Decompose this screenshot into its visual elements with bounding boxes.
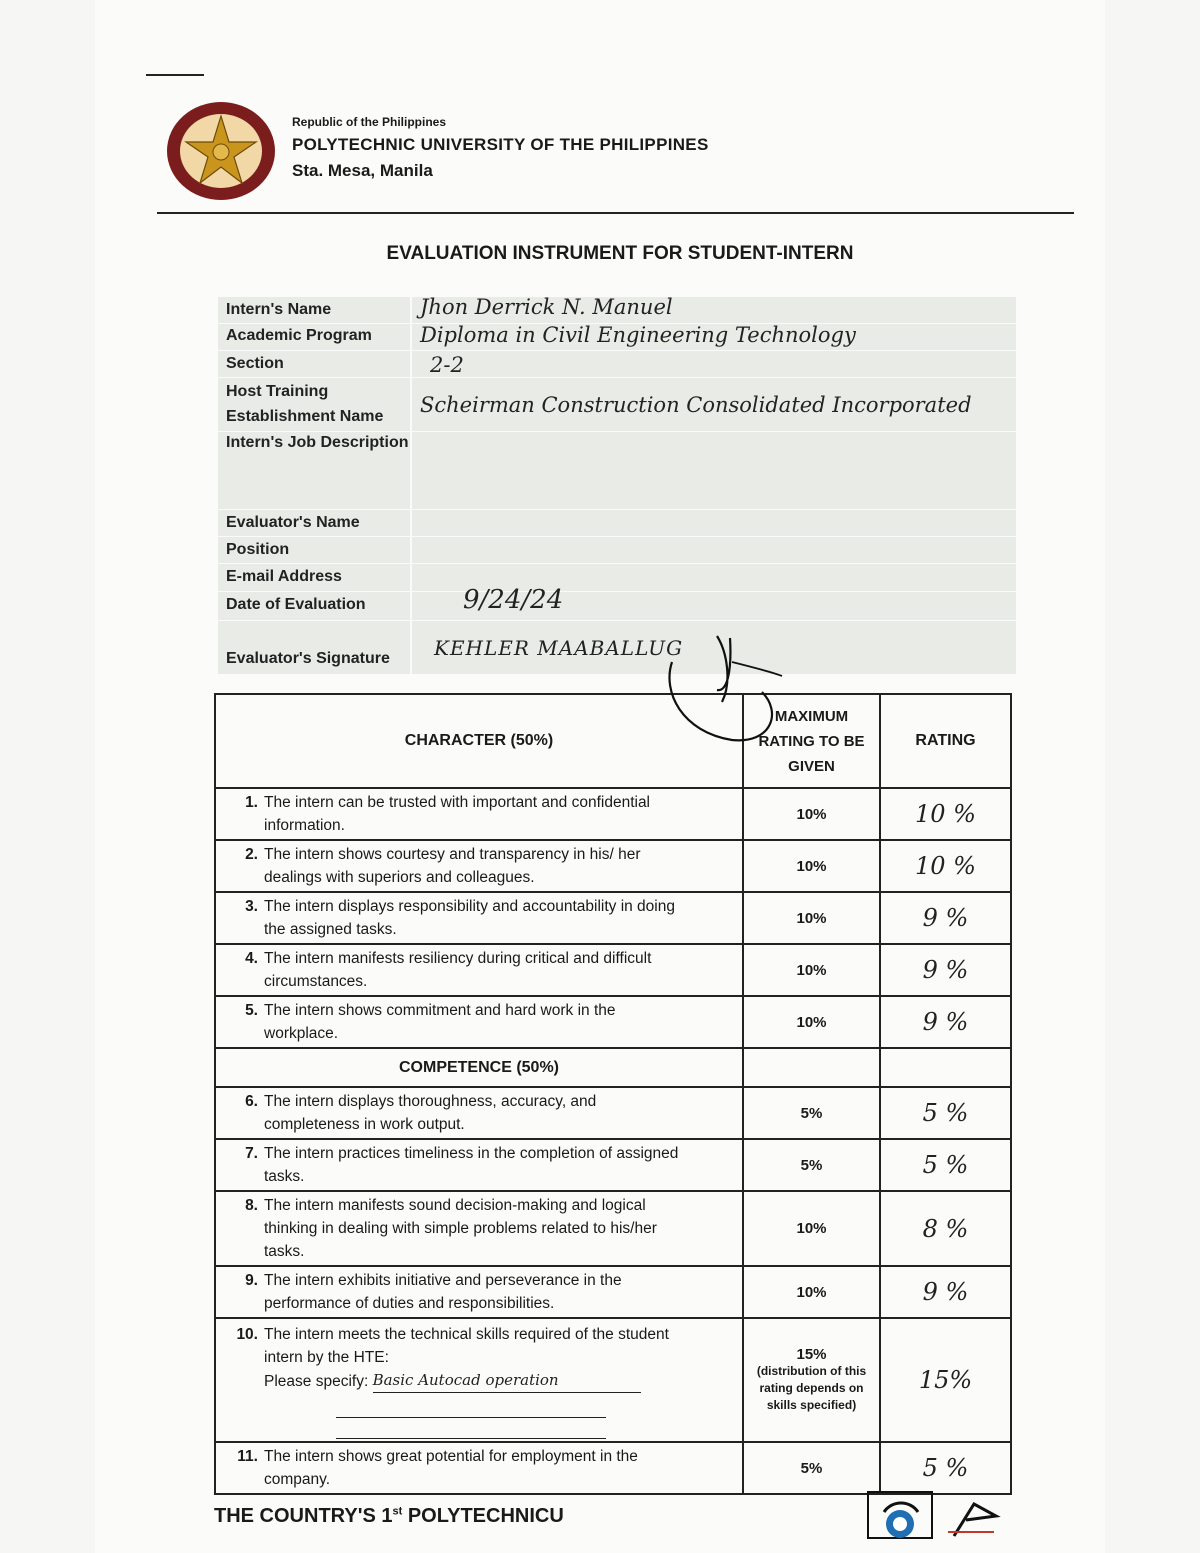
certification-logos-icon bbox=[866, 1490, 1004, 1540]
evaluation-table bbox=[214, 693, 1012, 1495]
table-row: 11. The intern shows great potential for employment in the company. 5% 5 % bbox=[215, 1442, 1011, 1494]
character-heading: CHARACTER (50%) bbox=[215, 694, 743, 788]
criterion-text: The intern can be trusted with important and confidential information. bbox=[264, 794, 651, 834]
table-row: 1. The intern can be trusted with important and confidential information. 10% 10 % bbox=[215, 788, 1011, 840]
position-label: Position bbox=[226, 541, 290, 558]
table-row: 6. The intern displays thoroughness, accuracy, and completeness in work output. 5% 5 % bbox=[215, 1087, 1011, 1139]
signature-flourish-icon bbox=[432, 632, 792, 752]
host-label-line2: Establishment Name bbox=[226, 408, 384, 425]
criterion-text: The intern manifests sound decision-making and logical thinking in dealing with simple problems related to his/her tasks. bbox=[264, 1197, 657, 1260]
max-rating: 10% bbox=[743, 944, 880, 996]
competence-heading: COMPETENCE (50%) bbox=[215, 1048, 743, 1087]
max-rating-note: (distribution of this rating depends on skills specified) bbox=[756, 1364, 867, 1412]
university-seal-icon bbox=[165, 100, 277, 202]
intern-name-value[interactable]: Jhon Derrick N. Manuel bbox=[420, 295, 673, 319]
specify-blank-line[interactable] bbox=[336, 1393, 606, 1418]
table-row: 8. The intern manifests sound decision-making and logical thinking in dealing with simple problems related to his/her tasks. 10% 8 % bbox=[215, 1191, 1011, 1266]
info-row-name bbox=[218, 297, 1016, 324]
rating-value[interactable]: 9 % bbox=[880, 1266, 1011, 1318]
criterion-text: The intern displays responsibility and accountability in doing the assigned tasks. bbox=[264, 898, 675, 938]
table-row: 4. The intern manifests resiliency during critical and difficult circumstances. 10% 9 % bbox=[215, 944, 1011, 996]
table-row: 9. The intern exhibits initiative and perseverance in the performance of duties and responsibilities. 10% 9 % bbox=[215, 1266, 1011, 1318]
info-row-program bbox=[218, 323, 1016, 351]
university-location: Sta. Mesa, Manila bbox=[292, 161, 433, 180]
host-value[interactable]: Scheirman Construction Consolidated Incorporated bbox=[420, 393, 972, 417]
max-rating: 10% bbox=[743, 892, 880, 944]
program-label: Academic Program bbox=[226, 327, 372, 344]
table-row: 7. The intern practices timeliness in the completion of assigned tasks. 5% 5 % bbox=[215, 1139, 1011, 1191]
rating-value[interactable]: 9 % bbox=[880, 944, 1011, 996]
rating-value[interactable]: 15% bbox=[880, 1318, 1011, 1442]
rating-value[interactable]: 10 % bbox=[880, 788, 1011, 840]
rating-value[interactable]: 5 % bbox=[880, 1442, 1011, 1494]
rating-value[interactable]: 5 % bbox=[880, 1087, 1011, 1139]
rating-value[interactable]: 9 % bbox=[880, 892, 1011, 944]
competence-heading-row bbox=[215, 1048, 1011, 1087]
rating-value[interactable]: 5 % bbox=[880, 1139, 1011, 1191]
table-row: 2. The intern shows courtesy and transparency in his/ her dealings with superiors and colleagues. 10% 10 % bbox=[215, 840, 1011, 892]
header-rule bbox=[157, 212, 1074, 214]
corner-mark bbox=[146, 74, 204, 76]
max-rating: 15% (distribution of this rating depends on skills specified) bbox=[743, 1318, 880, 1442]
evaluator-name-label: Evaluator's Name bbox=[226, 514, 360, 531]
info-row-host bbox=[218, 377, 1016, 432]
section-label: Section bbox=[226, 355, 284, 372]
criterion-text: The intern shows courtesy and transparency in his/ her dealings with superiors and colleagues. bbox=[264, 846, 641, 886]
date-value[interactable]: 9/24/24 bbox=[463, 585, 564, 615]
rating-value[interactable]: 8 % bbox=[880, 1191, 1011, 1266]
university-name: POLYTECHNIC UNIVERSITY OF THE PHILIPPINES bbox=[292, 135, 709, 154]
criterion-text: The intern meets the technical skills required of the student intern by the HTE: Please specify: Basic Autocad operation bbox=[264, 1323, 704, 1393]
table-row: 5. The intern shows commitment and hard work in the workplace. 10% 9 % bbox=[215, 996, 1011, 1048]
date-label: Date of Evaluation bbox=[226, 596, 366, 613]
max-rating: 10% bbox=[743, 1191, 880, 1266]
max-rating: 5% bbox=[743, 1087, 880, 1139]
max-rating: 5% bbox=[743, 1139, 880, 1191]
max-rating: 10% bbox=[743, 840, 880, 892]
criterion-text: The intern exhibits initiative and perseverance in the performance of duties and responsibilities. bbox=[264, 1272, 622, 1312]
section-value[interactable]: 2-2 bbox=[430, 353, 464, 377]
info-row-email bbox=[218, 563, 1016, 592]
max-rating: 5% bbox=[743, 1442, 880, 1494]
rating-value[interactable]: 10 % bbox=[880, 840, 1011, 892]
rating-value[interactable]: 9 % bbox=[880, 996, 1011, 1048]
intern-info-block bbox=[218, 297, 1016, 674]
rating-heading: RATING bbox=[880, 694, 1011, 788]
signature-label: Evaluator's Signature bbox=[226, 650, 390, 667]
info-row-date bbox=[218, 585, 1016, 621]
criterion-text: The intern displays thoroughness, accuracy, and completeness in work output. bbox=[264, 1093, 597, 1133]
max-rating: 10% bbox=[743, 788, 880, 840]
email-label: E-mail Address bbox=[226, 568, 342, 585]
info-row-evaluator bbox=[218, 509, 1016, 537]
signature-value[interactable]: KEHLER MAABALLUG bbox=[434, 636, 684, 660]
host-label-line1: Host Training bbox=[226, 383, 329, 400]
specify-label: Please specify: bbox=[264, 1373, 369, 1390]
document-title: EVALUATION INSTRUMENT FOR STUDENT-INTERN bbox=[386, 243, 854, 264]
table-row-technical-skills: 10. The intern meets the technical skills required of the student intern by the HTE: Please specify: Basic Autocad operation 15% (distribution of this rating depends on skills specified) 15% bbox=[215, 1318, 1011, 1442]
letterhead bbox=[292, 116, 709, 179]
specify-blank-line[interactable] bbox=[336, 1418, 606, 1439]
criterion-text: The intern practices timeliness in the completion of assigned tasks. bbox=[264, 1145, 679, 1185]
max-rating: 10% bbox=[743, 1266, 880, 1318]
max-rating-heading: MAXIMUM RATING TO BE GIVEN bbox=[743, 694, 880, 788]
info-row-position bbox=[218, 536, 1016, 564]
republic-text: Republic of the Philippines bbox=[292, 115, 447, 129]
info-row-job bbox=[218, 431, 1016, 510]
table-row: 3. The intern displays responsibility and accountability in doing the assigned tasks. 10% 9 % bbox=[215, 892, 1011, 944]
specify-skill-input[interactable]: Basic Autocad operation bbox=[373, 1369, 641, 1393]
job-description-label: Intern's Job Description bbox=[226, 434, 409, 451]
criterion-text: The intern manifests resiliency during critical and difficult circumstances. bbox=[264, 950, 652, 990]
max-rating: 10% bbox=[743, 996, 880, 1048]
info-row-section bbox=[218, 350, 1016, 378]
intern-name-label: Intern's Name bbox=[226, 301, 332, 318]
criterion-text: The intern shows great potential for employment in the company. bbox=[264, 1448, 638, 1488]
criterion-text: The intern shows commitment and hard work in the workplace. bbox=[264, 1002, 616, 1042]
footer-motto: THE COUNTRY'S 1st POLYTECHNICU bbox=[214, 1505, 564, 1527]
program-value[interactable]: Diploma in Civil Engineering Technology bbox=[420, 323, 856, 347]
